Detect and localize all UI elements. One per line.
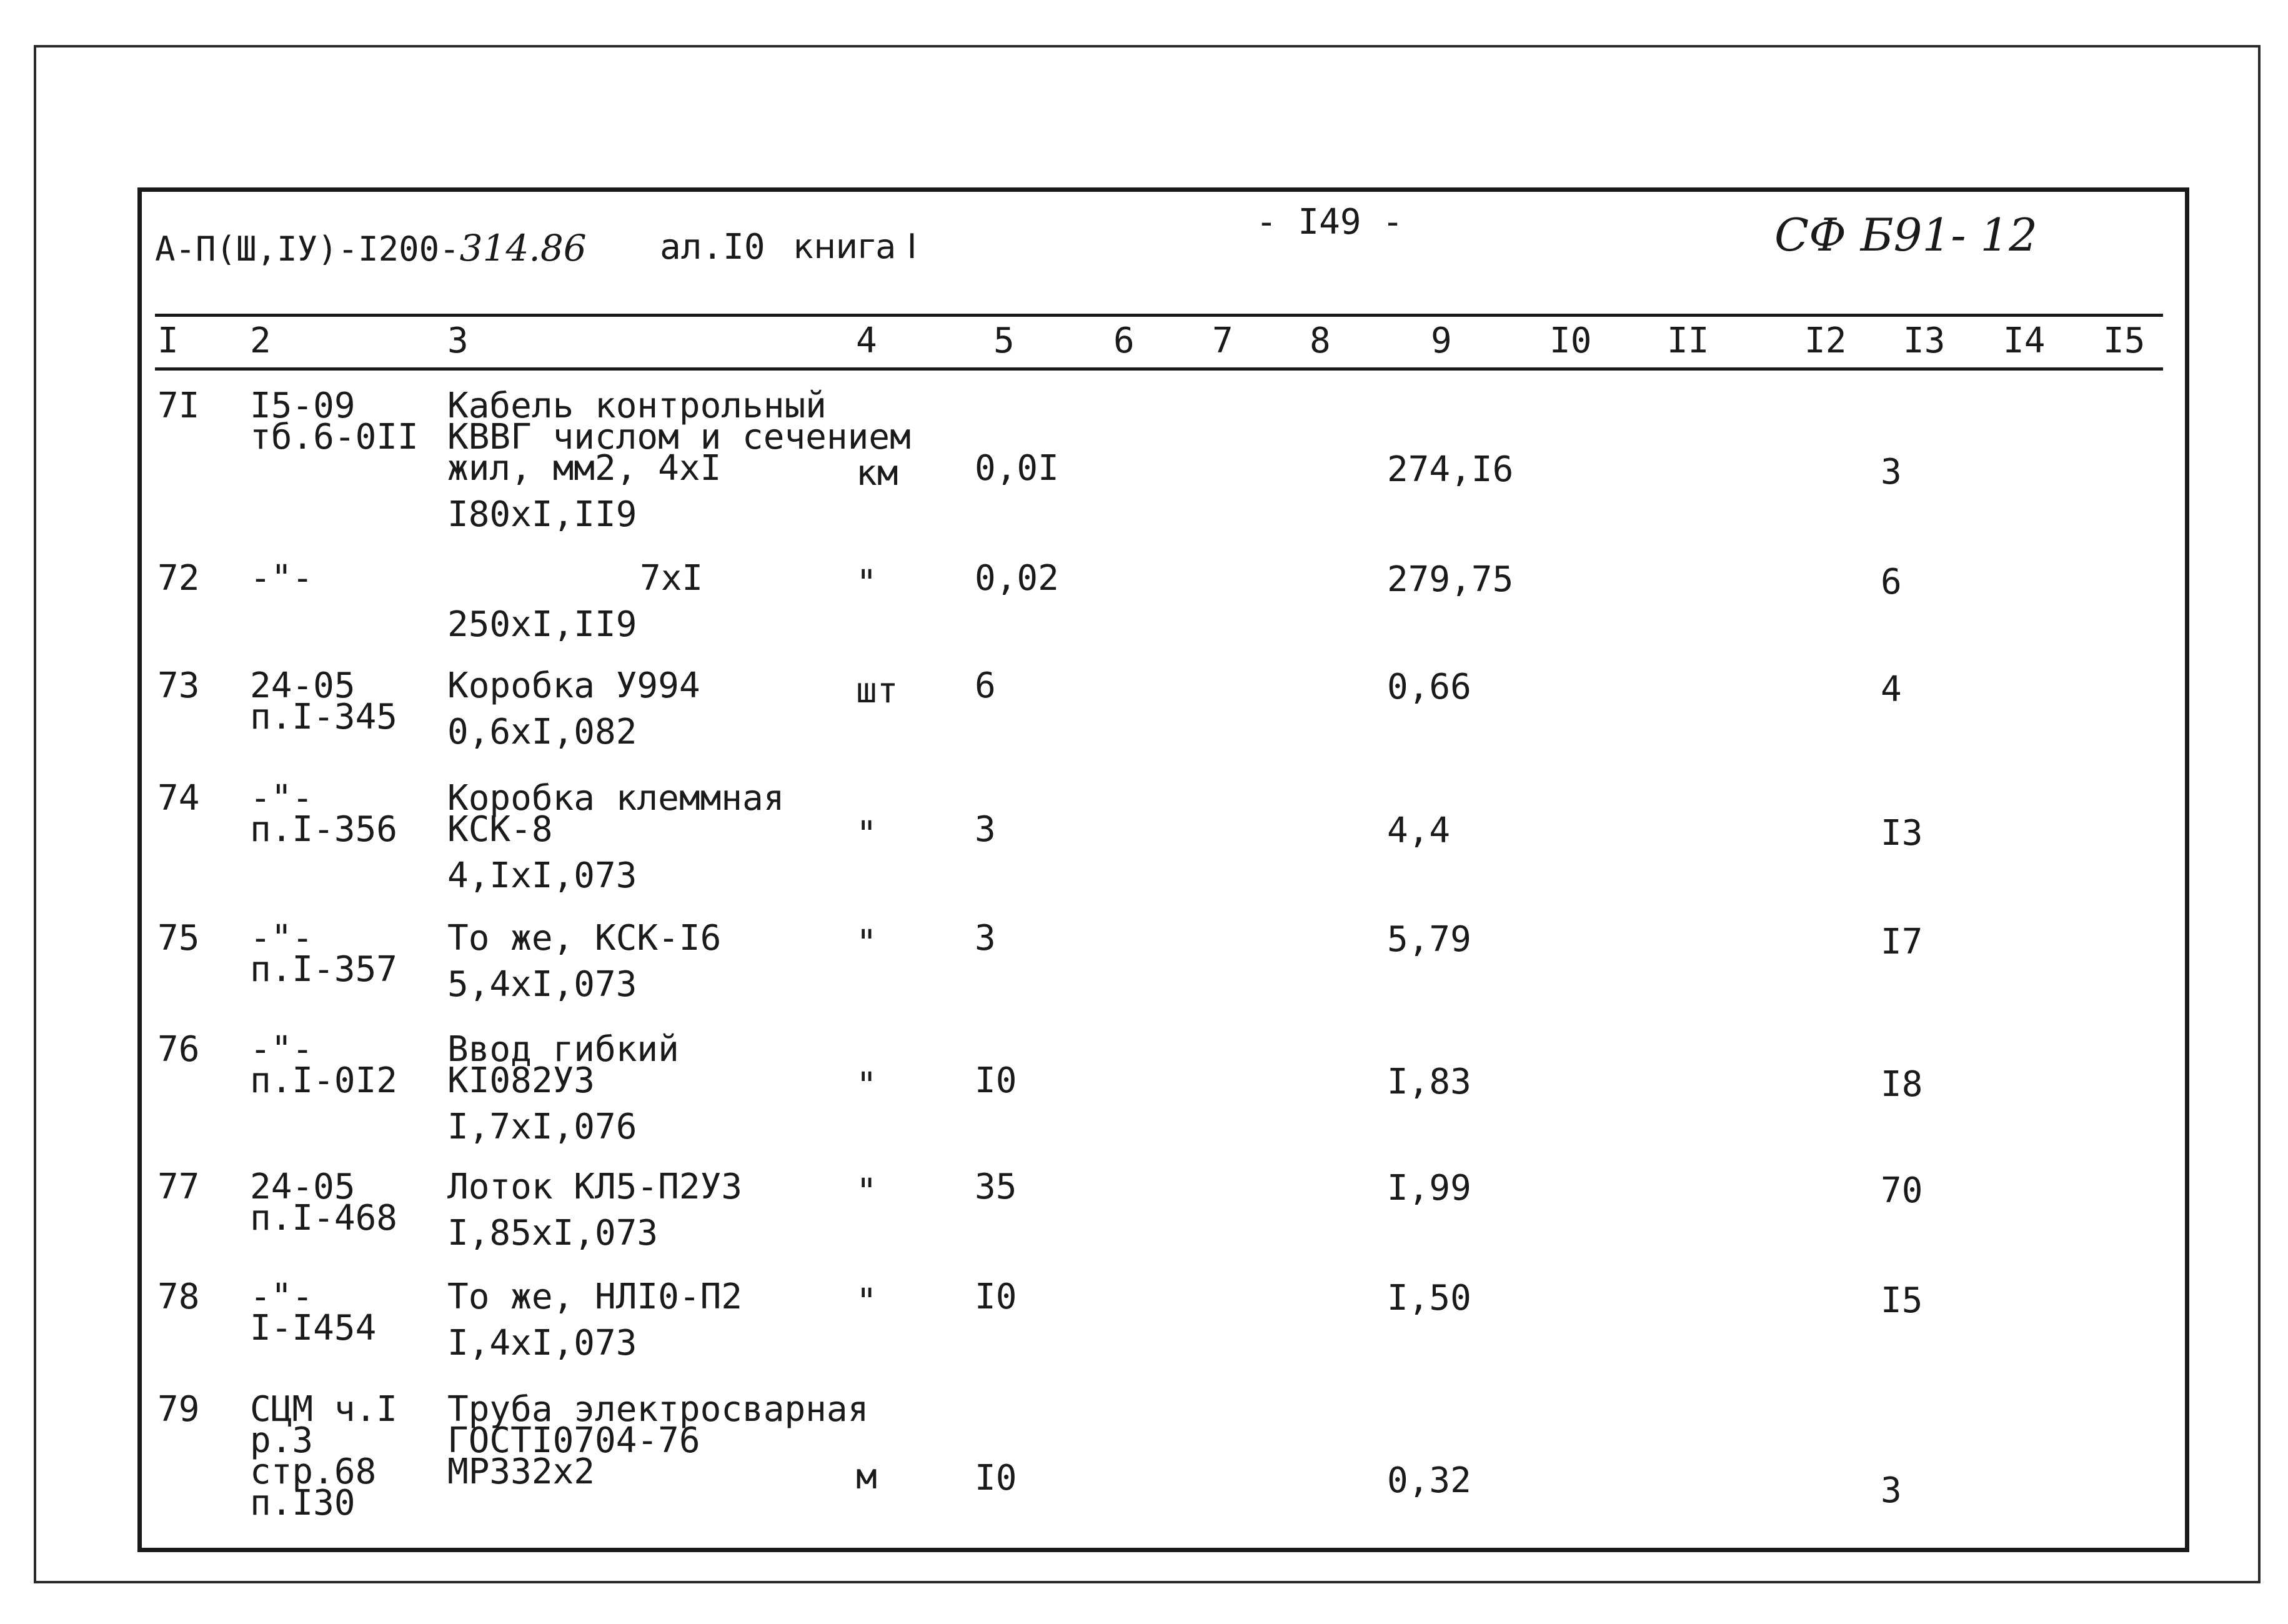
row-total: I3 <box>1881 813 1923 854</box>
row-total: 70 <box>1881 1170 1923 1211</box>
row-total: I7 <box>1881 922 1923 962</box>
row-norm-code: -"- <box>250 778 314 819</box>
row-quantity: 3 <box>975 918 996 959</box>
row-unit: " <box>856 563 877 604</box>
row-norm-code: 24-05 <box>250 665 356 706</box>
album-number: ал.I0 <box>660 227 765 267</box>
row-total: 6 <box>1881 562 1902 602</box>
row-description: Ввод гибкий <box>447 1029 679 1070</box>
row-unit-price: 5,79 <box>1387 919 1471 960</box>
row-norm-code: I-I454 <box>250 1308 377 1348</box>
row-calculation: 250хI,II9 <box>447 604 637 645</box>
header-bottom-rule <box>155 367 2163 371</box>
row-total: 4 <box>1881 669 1902 710</box>
row-calculation: I,85хI,073 <box>447 1213 659 1253</box>
row-norm-code: 24-05 <box>250 1167 356 1207</box>
row-calculation: 5,4хI,073 <box>447 964 637 1005</box>
row-number: 79 <box>157 1389 200 1430</box>
row-unit: м <box>856 1457 877 1497</box>
row-unit-price: 0,32 <box>1387 1460 1471 1501</box>
row-description: МР332х2 <box>447 1452 595 1492</box>
header-top-rule <box>155 314 2163 317</box>
row-number: 73 <box>157 665 200 706</box>
row-unit: " <box>856 814 877 855</box>
row-norm-code: п.I-345 <box>250 697 398 737</box>
row-quantity: 0,0I <box>975 448 1059 489</box>
row-total: 3 <box>1881 452 1902 492</box>
column-header-14: I4 <box>2003 321 2046 361</box>
row-quantity: 35 <box>975 1167 1017 1207</box>
row-calculation: I,4хI,073 <box>447 1323 637 1363</box>
row-total: I8 <box>1881 1064 1923 1105</box>
row-norm-code: тб.6-0II <box>250 417 419 457</box>
row-unit: " <box>856 923 877 964</box>
row-norm-code: -"- <box>250 558 314 599</box>
row-unit: " <box>856 1172 877 1212</box>
row-calculation: 0,6хI,082 <box>447 712 637 752</box>
row-norm-code: п.I30 <box>250 1483 356 1523</box>
row-quantity: 3 <box>975 809 996 850</box>
row-norm-code: р.3 <box>250 1420 314 1461</box>
row-unit: " <box>856 1065 877 1106</box>
column-header-11: II <box>1667 321 1709 361</box>
row-description: Коробка У994 <box>447 665 700 706</box>
row-unit-price: 0,66 <box>1387 667 1471 707</box>
column-header-13: I3 <box>1903 321 1946 361</box>
row-description: ГОСТI0704-76 <box>447 1420 700 1461</box>
page-number: - I49 - <box>1256 202 1404 242</box>
row-total: 3 <box>1881 1470 1902 1511</box>
row-unit: " <box>856 1282 877 1322</box>
row-unit-price: 274,I6 <box>1387 449 1514 490</box>
row-number: 72 <box>157 558 200 599</box>
row-number: 75 <box>157 918 200 959</box>
column-header-10: I0 <box>1549 321 1592 361</box>
row-norm-code: -"- <box>250 1277 314 1317</box>
row-unit: шт <box>856 670 898 711</box>
handwritten-stamp: СФ Б91- 12 <box>1774 209 2038 261</box>
row-norm-code: п.I-356 <box>250 809 398 850</box>
column-header-6: 6 <box>1113 321 1135 361</box>
row-norm-code: стр.68 <box>250 1452 377 1492</box>
row-quantity: 6 <box>975 665 996 706</box>
column-header-8: 8 <box>1310 321 1331 361</box>
row-number: 78 <box>157 1277 200 1317</box>
row-description: Коробка клеммная <box>447 778 785 819</box>
column-header-15: I5 <box>2103 321 2146 361</box>
column-header-1: I <box>157 321 179 361</box>
row-calculation: I80хI,II9 <box>447 494 637 535</box>
row-description: Лоток КЛ5-П2У3 <box>447 1167 743 1207</box>
row-total: I5 <box>1881 1280 1923 1321</box>
row-description: Труба электросварная <box>447 1389 869 1430</box>
row-norm-code: I5-09 <box>250 386 356 426</box>
document-code-handwritten: 314.86 <box>459 227 587 269</box>
row-quantity: 0,02 <box>975 558 1059 599</box>
row-description: Кабель контрольный <box>447 386 827 426</box>
row-description: КВВГ числом и сечением <box>447 417 911 457</box>
row-norm-code: -"- <box>250 918 314 959</box>
column-header-9: 9 <box>1431 321 1452 361</box>
document-code <box>155 227 587 269</box>
row-calculation: I,7хI,076 <box>447 1107 637 1147</box>
row-norm-code: п.I-468 <box>250 1198 398 1238</box>
row-norm-code: СЦМ ч.I <box>250 1389 398 1430</box>
table-frame <box>137 187 2189 1552</box>
row-unit-price: 4,4 <box>1387 810 1451 851</box>
row-unit: км <box>856 453 898 494</box>
row-number: 76 <box>157 1029 200 1070</box>
row-norm-code: п.I-0I2 <box>250 1060 398 1101</box>
row-unit-price: I,50 <box>1387 1278 1471 1318</box>
row-number: 7I <box>157 386 200 426</box>
row-unit-price: I,83 <box>1387 1062 1471 1102</box>
row-quantity: I0 <box>975 1277 1017 1317</box>
column-header-5: 5 <box>993 321 1015 361</box>
row-quantity: I0 <box>975 1458 1017 1498</box>
book-label: книга I <box>793 227 917 266</box>
column-header-4: 4 <box>856 321 877 361</box>
column-header-3: 3 <box>447 321 469 361</box>
column-header-7: 7 <box>1212 321 1233 361</box>
column-header-12: I2 <box>1804 321 1847 361</box>
row-description: КСК-8 <box>447 809 553 850</box>
row-number: 77 <box>157 1167 200 1207</box>
column-header-2: 2 <box>250 321 271 361</box>
row-unit-price: I,99 <box>1387 1168 1471 1208</box>
row-description: жил, мм2, 4хI <box>447 448 722 489</box>
row-unit-price: 279,75 <box>1387 559 1514 600</box>
row-description: То же, НЛI0-П2 <box>447 1277 743 1317</box>
document-code-printed: А-П(Ш,IУ)-I200- <box>155 229 460 269</box>
row-description: КI082У3 <box>447 1060 595 1101</box>
row-quantity: I0 <box>975 1060 1017 1101</box>
row-number: 74 <box>157 778 200 819</box>
row-norm-code: п.I-357 <box>250 949 398 990</box>
row-description: То же, КСК-I6 <box>447 918 722 959</box>
row-calculation: 4,IхI,073 <box>447 855 637 896</box>
row-norm-code: -"- <box>250 1029 314 1070</box>
row-description: 7хI <box>640 558 704 599</box>
